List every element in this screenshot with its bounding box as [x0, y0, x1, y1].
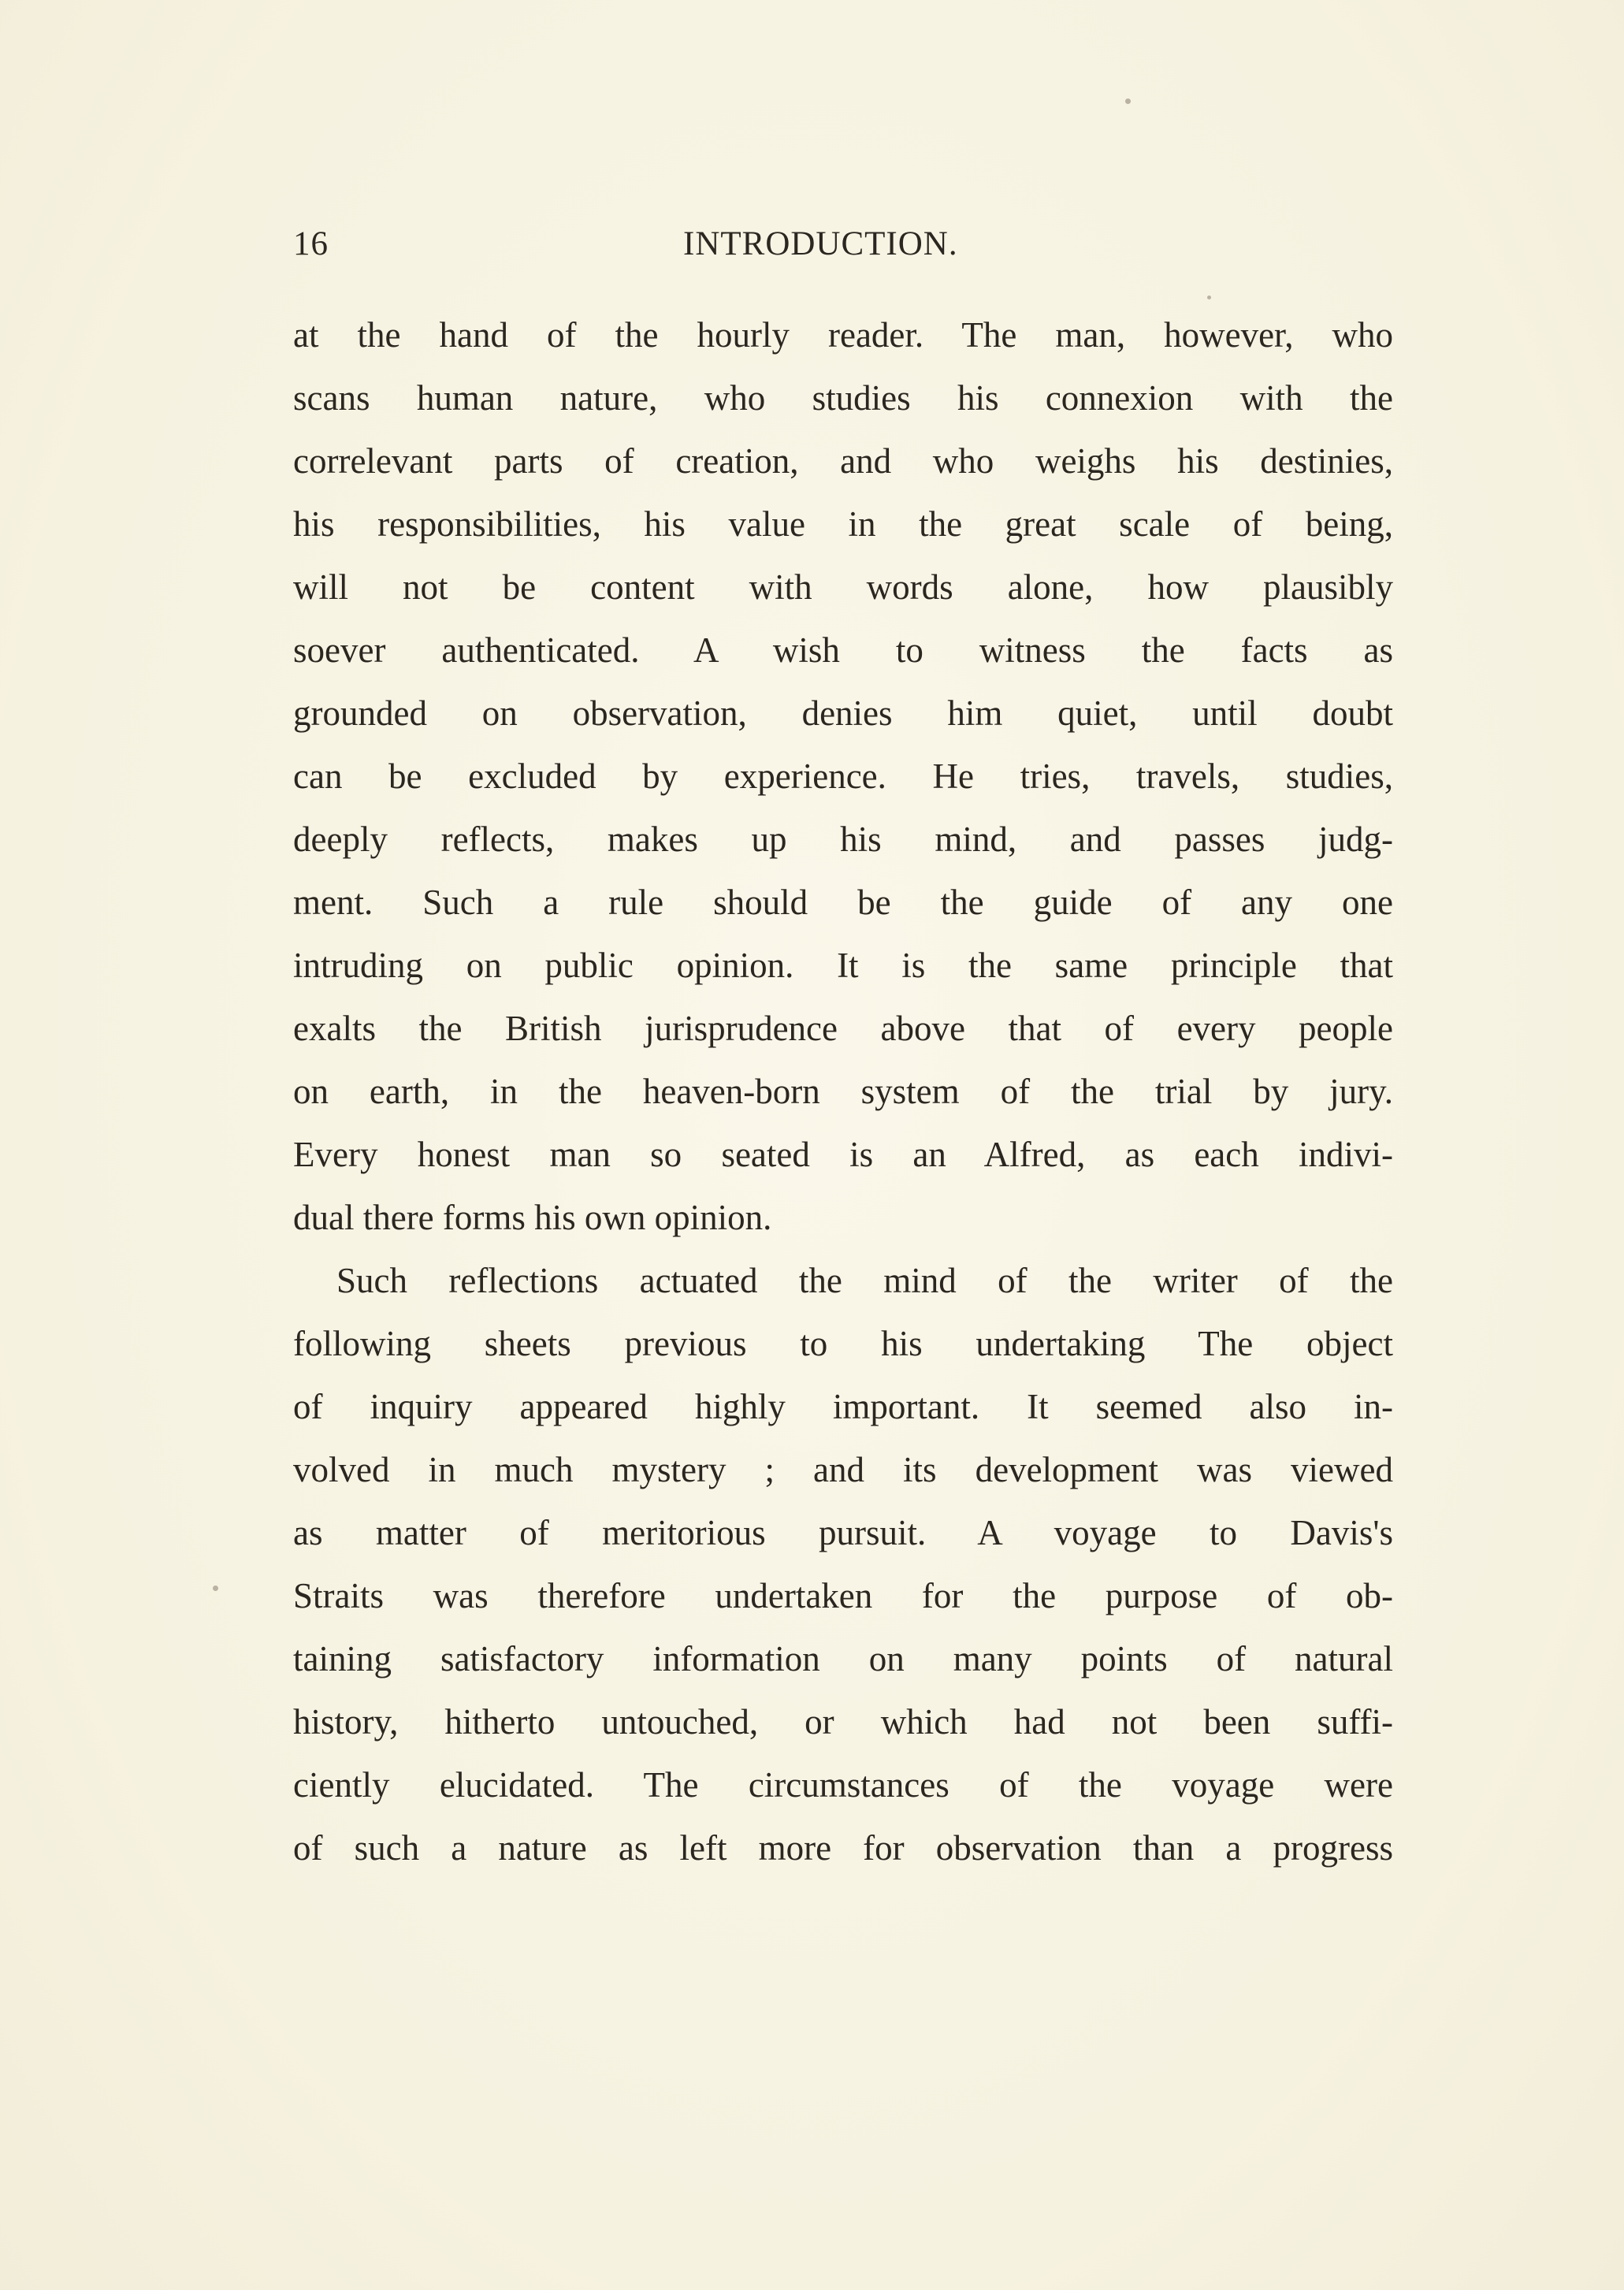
text-line: grounded on observation, denies him quiet, until doubt — [293, 693, 1393, 733]
text-line: exalts the British jurisprudence above that of every people — [293, 1009, 1393, 1048]
text-line: as matter of meritorious pursuit. A voyage to Davis's — [293, 1513, 1393, 1552]
text-line: ciently elucidated. The circumstances of the voyage were — [293, 1765, 1393, 1805]
text-line: dual there forms his own opinion. — [293, 1198, 772, 1237]
text-line: volved in much mystery ; and its development was viewed — [293, 1450, 1393, 1489]
text-line: of such a nature as left more for observation than a progress — [293, 1828, 1393, 1868]
text-line: scans human nature, who studies his connexion with the — [293, 378, 1393, 418]
text-line: intruding on public opinion. It is the same principle that — [293, 946, 1393, 985]
text-line: following sheets previous to his undertaking The object — [293, 1324, 1393, 1363]
text-line: deeply reflects, makes up his mind, and passes judg- — [293, 820, 1393, 859]
text-line: Such reflections actuated the mind of the writer of the — [336, 1261, 1393, 1300]
text-line: Straits was therefore undertaken for the purpose of ob- — [293, 1576, 1393, 1615]
text-line: Every honest man so seated is an Alfred, as each indivi- — [293, 1135, 1393, 1174]
text-line: his responsibilities, his value in the great scale of being, — [293, 504, 1393, 544]
page-number: 16 — [293, 225, 329, 262]
body-text — [293, 303, 1393, 1879]
text-line: on earth, in the heaven-born system of the trial by jury. — [293, 1072, 1393, 1111]
paper-speck — [1125, 99, 1131, 104]
paper-speck — [213, 1586, 218, 1591]
text-line: taining satisfactory information on many points of natural — [293, 1639, 1393, 1678]
text-line: history, hitherto untouched, or which had not been suffi- — [293, 1702, 1393, 1742]
text-line: soever authenticated. A wish to witness the facts as — [293, 630, 1393, 670]
paper-speck — [1207, 296, 1211, 299]
page-header — [293, 225, 1388, 280]
text-line: will not be content with words alone, how plausibly — [293, 567, 1393, 607]
text-line: correlevant parts of creation, and who weighs his destinies, — [293, 441, 1393, 481]
text-line: ment. Such a rule should be the guide of any one — [293, 883, 1393, 922]
text-line: can be excluded by experience. He tries, travels, studies, — [293, 757, 1393, 796]
text-line: at the hand of the hourly reader. The man, however, who — [293, 315, 1393, 355]
running-title: INTRODUCTION. — [683, 225, 958, 262]
text-line: of inquiry appeared highly important. It seemed also in- — [293, 1387, 1393, 1426]
